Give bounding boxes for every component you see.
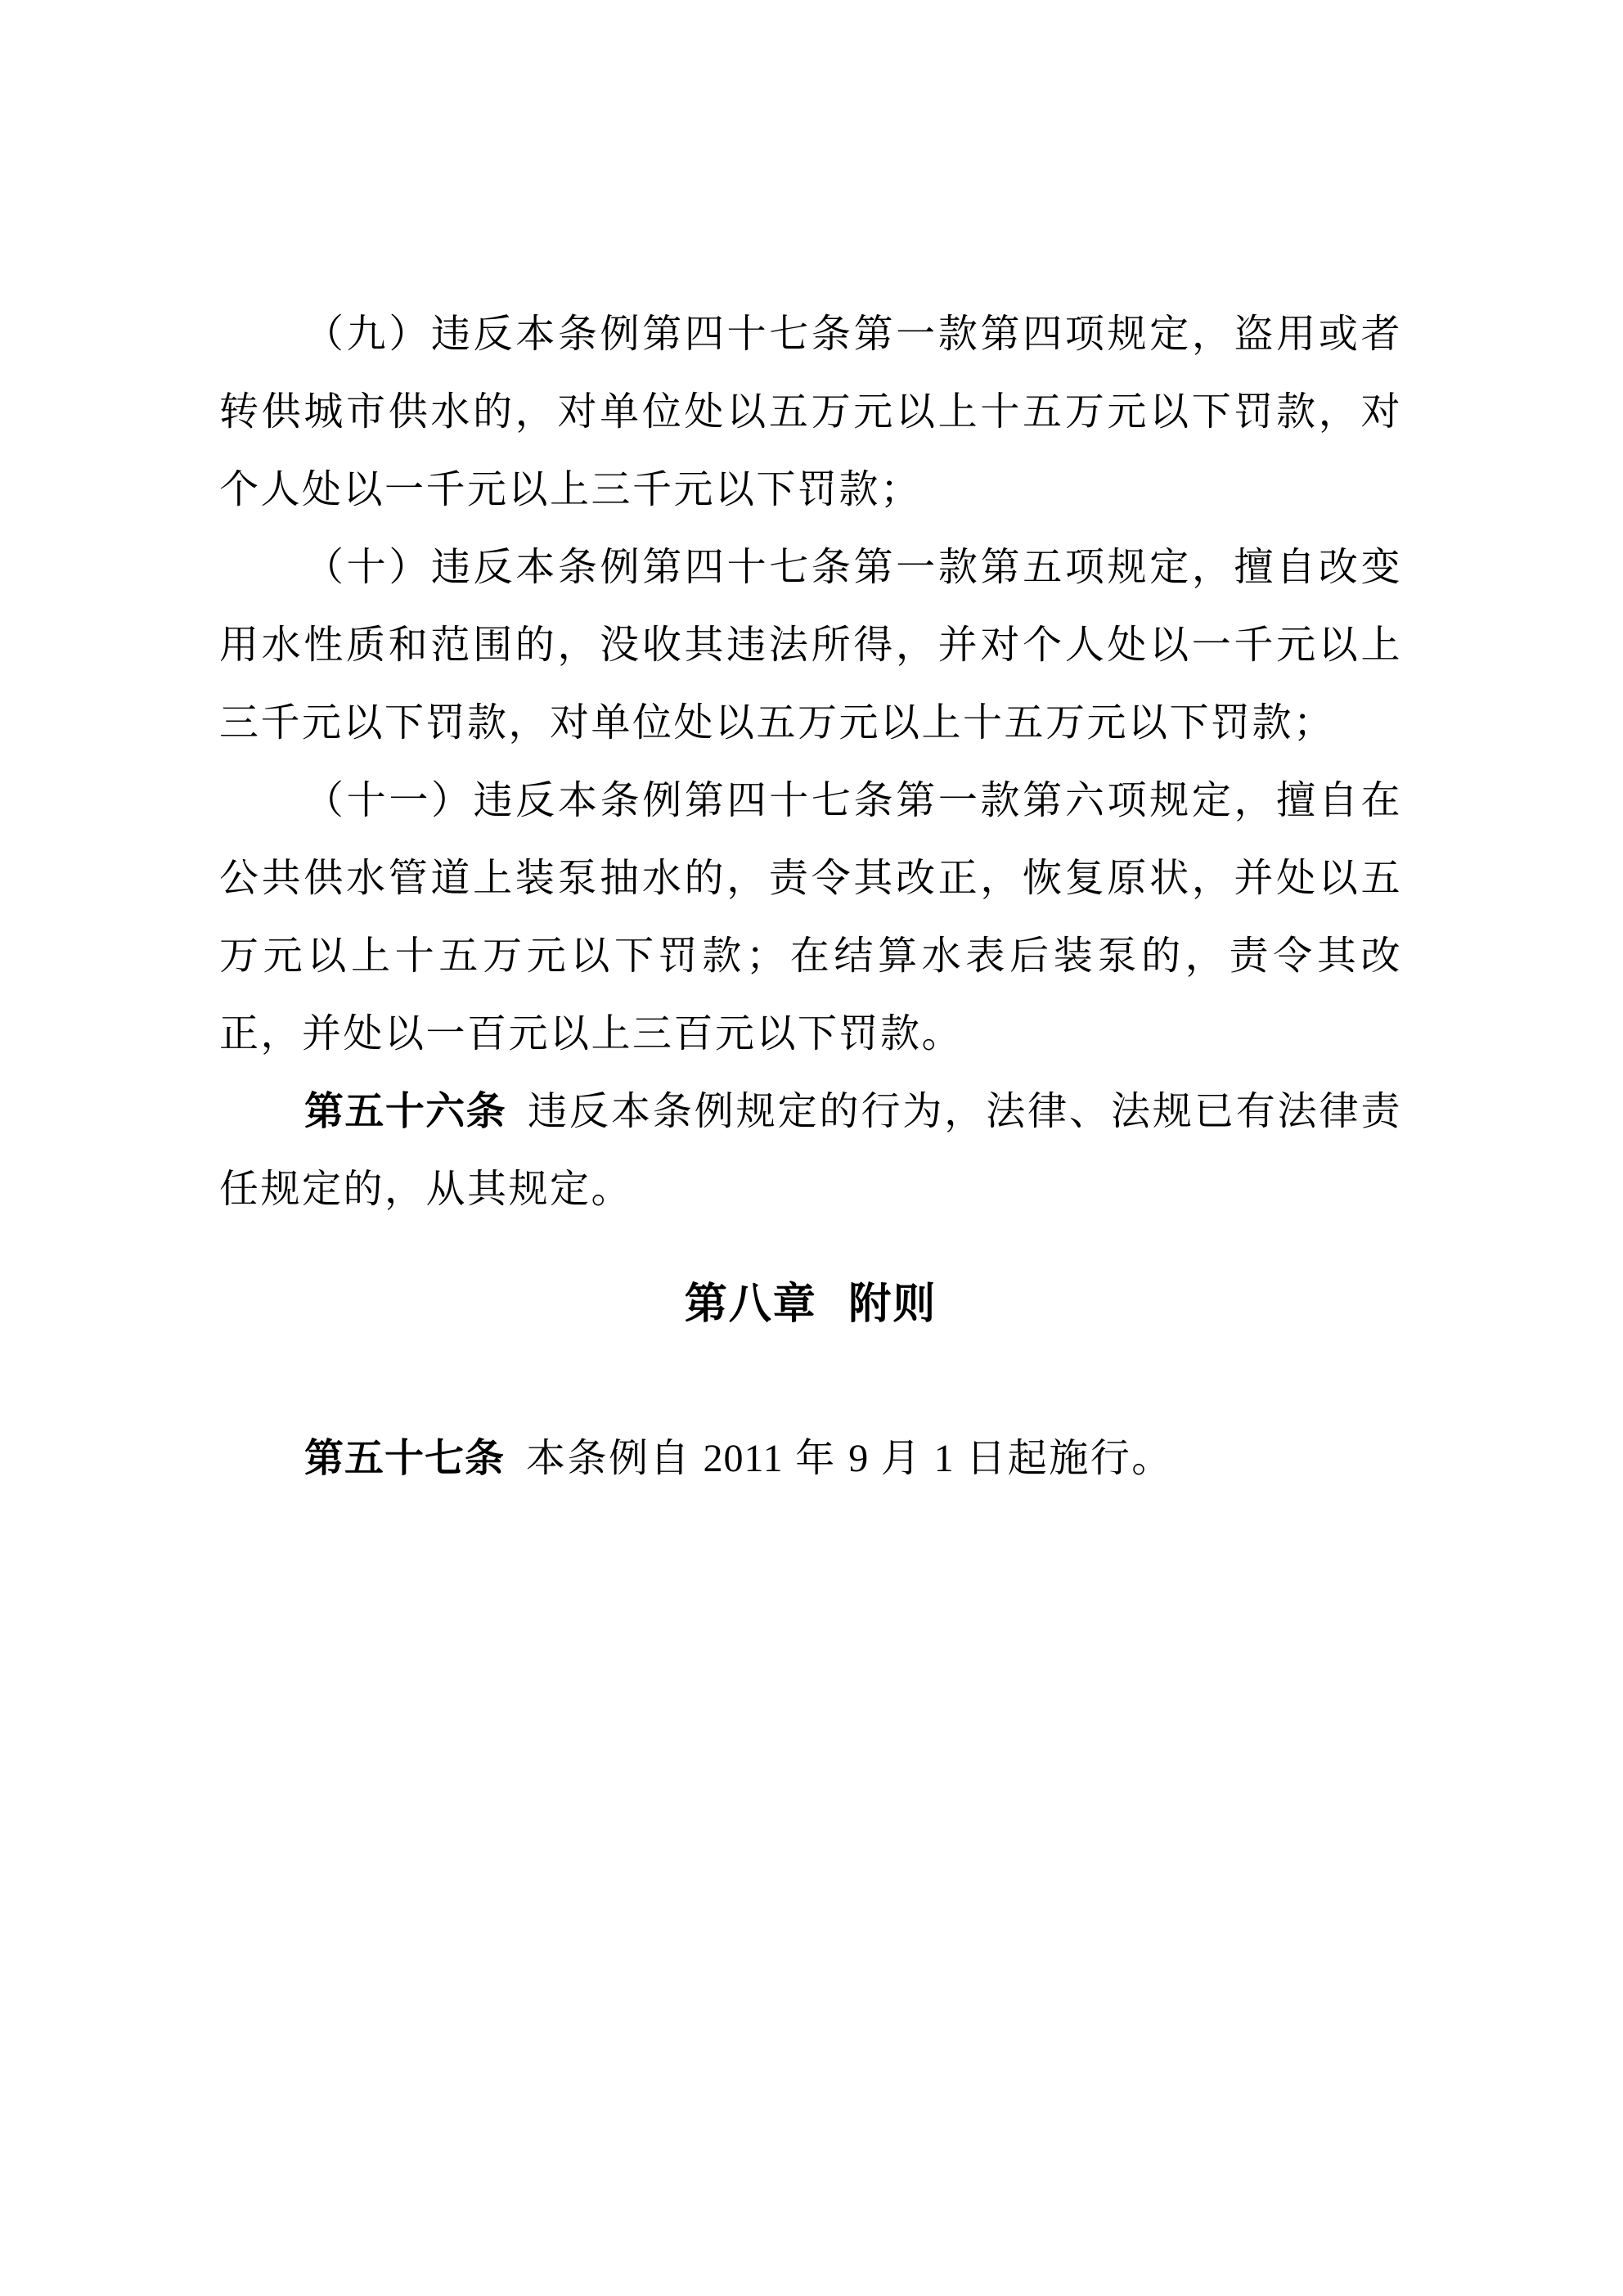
body-text: 日起施行。	[954, 1437, 1173, 1480]
article-number: 第五十七条	[304, 1437, 506, 1480]
body-text: 本条例自	[526, 1437, 704, 1480]
chapter-heading	[219, 1266, 1402, 1344]
numeral-text: 1	[933, 1437, 955, 1480]
legal-paragraph	[219, 762, 1402, 1073]
body-text: （十一）违反本条例第四十七条第一款第六项规定，擅自在公共供水管道上装泵抽水的，责令其改正，恢复原状，并处以五万元以上十五万元以下罚款；在结算水表后装泵的，责令其改正，并处以一百元以上三百元以下罚款。	[219, 779, 1402, 1056]
numeral-text: 9	[848, 1437, 870, 1480]
body-text: （十）违反本条例第四十七条第一款第五项规定，擅自改变用水性质和范围的，没收其违法所得，并对个人处以一千元以上三千元以下罚款，对单位处以五万元以上十五万元以下罚款；	[219, 546, 1402, 745]
document-content	[219, 295, 1402, 1497]
legal-paragraph	[219, 295, 1402, 529]
numeral-text: 2011	[703, 1437, 784, 1480]
body-text: 月	[869, 1437, 934, 1480]
body-text: 违反本条例规定的行为，法律、法规已有法律责任规定的，从其规定。	[219, 1090, 1402, 1211]
chapter-heading-label: 第八章 附则	[684, 1281, 937, 1328]
legal-paragraph	[219, 529, 1402, 762]
legal-paragraph	[219, 1420, 1402, 1497]
body-text: 年	[783, 1437, 849, 1480]
legal-paragraph	[219, 1073, 1402, 1228]
body-text: （九）违反本条例第四十七条第一款第四项规定，盗用或者转供城市供水的，对单位处以五万元以上十五万元以下罚款，对个人处以一千元以上三千元以下罚款；	[219, 313, 1402, 511]
article-number: 第五十六条	[304, 1090, 507, 1133]
